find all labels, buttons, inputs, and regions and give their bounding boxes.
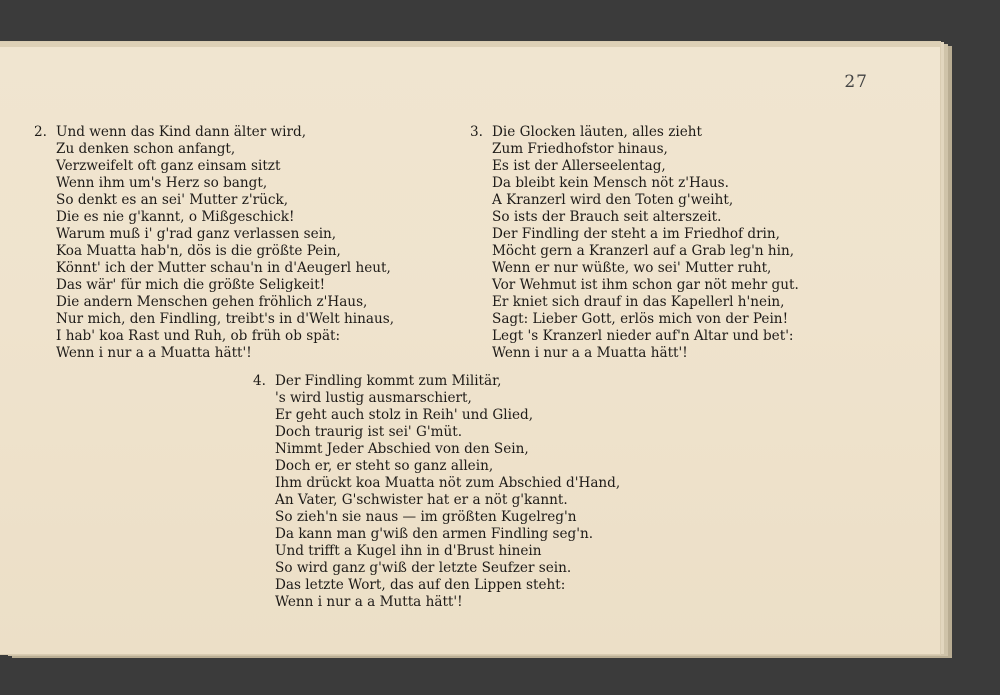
verse-line: Die es nie g'kannt, o Mißgeschick! bbox=[56, 209, 295, 225]
verse-line: Da kann man g'wiß den armen Findling seg'n. bbox=[275, 526, 594, 542]
verse-line: Da bleibt kein Mensch nöt z'Haus. bbox=[492, 175, 729, 191]
verse-line: Die Glocken läuten, alles zieht bbox=[492, 124, 702, 140]
verse-line: So ists der Brauch seit alterszeit. bbox=[492, 209, 722, 225]
verse-line: So wird ganz g'wiß der letzte Seufzer sein. bbox=[275, 560, 572, 576]
stanza-number: 4. bbox=[253, 373, 266, 389]
verse-line: Doch er, er steht so ganz allein, bbox=[275, 458, 494, 474]
stanza-number: 2. bbox=[34, 124, 47, 140]
verse-line: Sagt: Lieber Gott, erlös mich von der Pein! bbox=[492, 311, 789, 327]
verse-line: Wenn er nur wüßte, wo sei' Mutter ruht, bbox=[492, 260, 772, 276]
verse-line: Es ist der Allerseelentag, bbox=[492, 158, 666, 174]
verse-line: Zu denken schon anfangt, bbox=[56, 141, 236, 157]
verse-line: Die andern Menschen gehen fröhlich z'Haus, bbox=[56, 294, 368, 310]
verse-line: Er geht auch stolz in Reih' und Glied, bbox=[275, 407, 534, 423]
verse-line: Und trifft a Kugel ihn in d'Brust hinein bbox=[275, 543, 542, 559]
verse-line: So zieh'n sie naus — im größten Kugelreg'n bbox=[275, 509, 577, 525]
verse-line: Der Findling der steht a im Friedhof drin, bbox=[492, 226, 780, 242]
verse-line: Und wenn das Kind dann älter wird, bbox=[56, 124, 307, 140]
verse-line: Verzweifelt oft ganz einsam sitzt bbox=[56, 158, 281, 174]
stanza-4 bbox=[253, 373, 621, 611]
verse-line: Ihm drückt koa Muatta nöt zum Abschied d'Hand, bbox=[275, 475, 621, 491]
stanza-number: 3. bbox=[470, 124, 483, 140]
verse-line: Möcht gern a Kranzerl auf a Grab leg'n hin, bbox=[492, 243, 795, 259]
verse-line: Warum muß i' g'rad ganz verlassen sein, bbox=[56, 226, 337, 242]
verse-line: A Kranzerl wird den Toten g'weiht, bbox=[492, 192, 734, 208]
verse-line: I hab' koa Rast und Ruh, ob früh ob spät: bbox=[56, 328, 341, 344]
page-number: 27 bbox=[844, 72, 868, 92]
verse-line: Das wär' für mich die größte Seligkeit! bbox=[56, 277, 326, 293]
stanza-2 bbox=[34, 124, 395, 362]
verse-line: 's wird lustig ausmarschiert, bbox=[275, 390, 472, 406]
verse-line: Wenn ihm um's Herz so bangt, bbox=[56, 175, 268, 191]
verse-line: Wenn i nur a a Mutta hätt'! bbox=[275, 594, 463, 610]
verse-line: Wenn i nur a a Muatta hätt'! bbox=[56, 345, 252, 361]
verse-line: Vor Wehmut ist ihm schon gar nöt mehr gut. bbox=[492, 277, 799, 293]
verse-line: Zum Friedhofstor hinaus, bbox=[492, 141, 668, 157]
verse-line: Das letzte Wort, das auf den Lippen steht: bbox=[275, 577, 566, 593]
verse-line: So denkt es an sei' Mutter z'rück, bbox=[56, 192, 289, 208]
verse-line: Der Findling kommt zum Militär, bbox=[275, 373, 502, 389]
stanza-3 bbox=[470, 124, 799, 362]
verse-line: Wenn i nur a a Muatta hätt'! bbox=[492, 345, 688, 361]
book-page bbox=[0, 42, 940, 654]
verse-line: Legt 's Kranzerl nieder auf'n Altar und bet': bbox=[492, 328, 794, 344]
verse-line: Könnt' ich der Mutter schau'n in d'Aeugerl heut, bbox=[56, 260, 391, 276]
verse-line: Nimmt Jeder Abschied von den Sein, bbox=[275, 441, 529, 457]
verse-line: Doch traurig ist sei' G'müt. bbox=[275, 424, 463, 440]
verse-line: An Vater, G'schwister hat er a nöt g'kannt. bbox=[275, 492, 568, 508]
verse-line: Koa Muatta hab'n, dös is die größte Pein, bbox=[56, 243, 341, 259]
verse-line: Er kniet sich drauf in das Kapellerl h'nein, bbox=[492, 294, 785, 310]
verse-line: Nur mich, den Findling, treibt's in d'Welt hinaus, bbox=[56, 311, 395, 327]
